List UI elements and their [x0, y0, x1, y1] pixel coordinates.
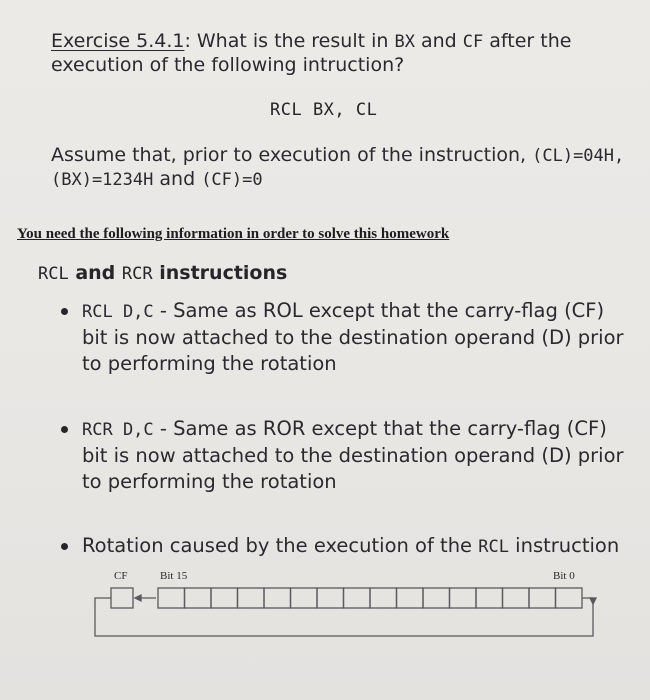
bullet-rotation: Rotation caused by the execution of the RCL instruction [82, 534, 620, 557]
register-bit-cell [370, 588, 397, 608]
exercise-label: Exercise 5.4.1 [51, 30, 185, 52]
instruction-code: RCL BX, CL [270, 100, 378, 120]
bit0-label: Bit 0 [553, 570, 575, 582]
register-bit-cell [291, 588, 318, 608]
bullet-rcr: RCR D,C - Same as ROR except that the carry-flag (CF) bit is now attached to the destination operand (D) prior to performing the rotation [82, 417, 624, 493]
register-bit-cell [185, 588, 212, 608]
register-bit-cell [211, 588, 238, 608]
homework-note: You need the following information in order to solve this homework [17, 226, 450, 242]
register-bit-cell [529, 588, 556, 608]
register-bit-cell [344, 588, 371, 608]
assumption-line-2: (BX)=1234H and (CF)=0 [51, 168, 263, 190]
register-bit-cell [264, 588, 291, 608]
register-bit-cell [158, 588, 185, 608]
register-bit-cell [423, 588, 450, 608]
assumption-line-1: Assume that, prior to execution of the instruction, (CL)=04H, [51, 144, 625, 166]
bit15-label: Bit 15 [160, 570, 188, 582]
register-bit-cell [450, 588, 477, 608]
register-bit-cell [556, 588, 583, 608]
register-bit-cell [397, 588, 424, 608]
question-line-1: Exercise 5.4.1: What is the result in BX and CF after the [51, 30, 572, 52]
bullet-rcl: RCL D,C - Same as ROL except that the carry-flag (CF) bit is now attached to the destination operand (D) prior to performing the rotation [82, 299, 624, 375]
cf-label: CF [114, 570, 128, 582]
question-line-2: execution of the following intruction? [51, 54, 405, 76]
cf-box [111, 588, 133, 608]
register-bit-cell [503, 588, 530, 608]
loop-arrow-head [590, 598, 596, 604]
register-bit-cell [476, 588, 503, 608]
register-bit-cell [317, 588, 344, 608]
carry-arrow-head [135, 595, 141, 601]
register-bit-cell [238, 588, 265, 608]
section-heading: RCL and RCR instructions [38, 262, 288, 284]
